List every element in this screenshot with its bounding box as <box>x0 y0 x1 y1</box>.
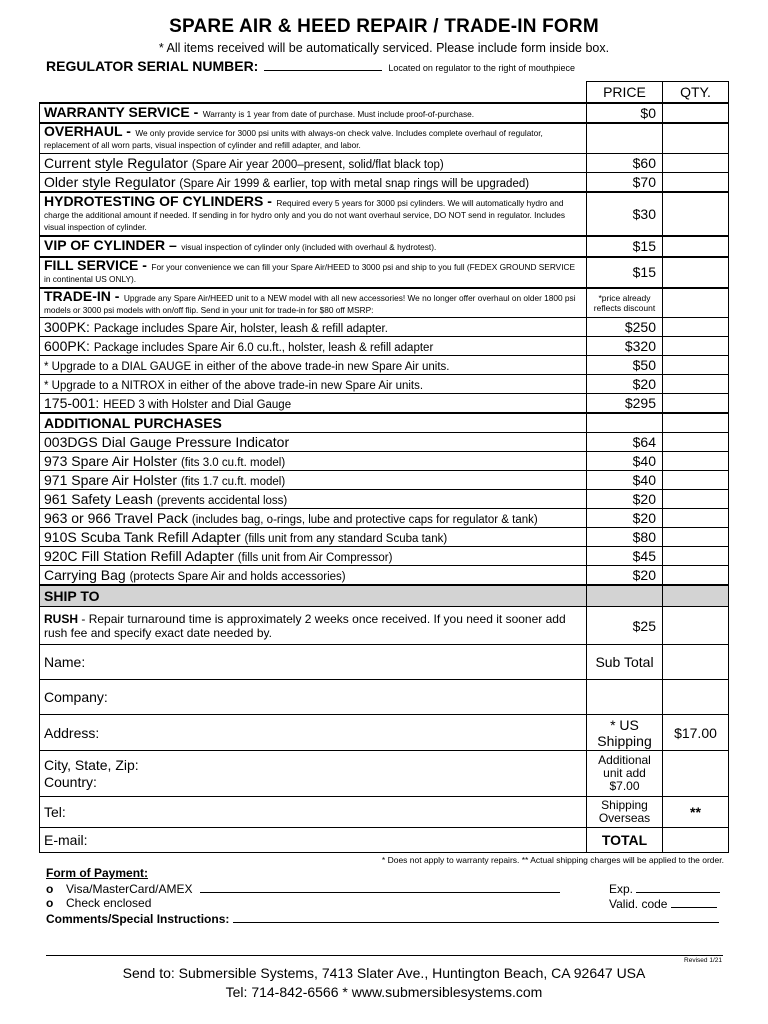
additional-item-row <box>40 490 729 509</box>
send-to-block <box>0 964 768 1002</box>
tradein-item-row <box>40 375 729 394</box>
additional-item-detail: (fits 3.0 cu.ft. model) <box>180 457 286 469</box>
card-number-field[interactable] <box>200 881 560 893</box>
divider <box>46 955 723 956</box>
form-title: SPARE AIR & HEED REPAIR / TRADE-IN FORM <box>169 16 599 37</box>
total-label: TOTAL <box>587 828 663 853</box>
tradein-item-detail: * Upgrade to a NITROX in either of the above trade-in new Spare Air units. <box>44 380 424 392</box>
tradein-item-price: $50 <box>587 356 663 375</box>
tradein-item-qty[interactable] <box>663 318 729 337</box>
additional-item-price: $20 <box>587 490 663 509</box>
bullet-icon: o <box>46 882 54 896</box>
tradein-row <box>40 288 729 318</box>
card-option[interactable]: Visa/MasterCard/AMEX <box>66 882 193 896</box>
additional-item-qty[interactable] <box>663 547 729 566</box>
tradein-desc: Upgrade any Spare Air/HEED unit to a NEW model with all new accessories! We no longer offer overhaul on older 1800 psi models or 3000 psi models with on/off flip. Send in your unit for trade-in for $80 off MSRP: <box>44 292 576 315</box>
additional-item-price: $40 <box>587 452 663 471</box>
address-field[interactable]: Address: <box>40 715 587 751</box>
tradein-item-price: $295 <box>587 394 663 413</box>
address-row <box>40 715 729 751</box>
fill-title: FILL SERVICE - <box>44 257 147 273</box>
tradein-item-price: $320 <box>587 337 663 356</box>
overhaul-item-detail: (Spare Air 1999 & earlier, top with metal snap rings will be upgraded) <box>179 177 530 190</box>
fill-row <box>40 257 729 288</box>
tradein-item-detail: Package includes Spare Air 6.0 cu.ft., holster, leash & refill adapter <box>93 342 434 354</box>
additional-item-row <box>40 528 729 547</box>
additional-item-row <box>40 471 729 490</box>
country-field[interactable]: Country: <box>44 773 97 790</box>
tradein-item-price: $20 <box>587 375 663 394</box>
valid-code-label: Valid. code <box>609 897 668 911</box>
shipto-header-row <box>40 585 729 607</box>
fill-desc: For your convenience we can fill your Spare Air/HEED to 3000 psi and ship to you full (FEDEX GROUND SERVICE in continental US ONLY). <box>44 262 576 284</box>
tradein-item-row <box>40 356 729 375</box>
additional-item-detail: (fits 1.7 cu.ft. model) <box>180 476 286 488</box>
additional-item-name: 963 or 966 Travel Pack <box>44 510 188 526</box>
additional-item-qty[interactable] <box>663 433 729 452</box>
overhaul-item-price: $60 <box>587 154 663 173</box>
overhaul-item-price: $70 <box>587 173 663 192</box>
additional-item-name: 971 Spare Air Holster <box>44 472 178 488</box>
additional-header-row <box>40 413 729 433</box>
hydro-desc: Required every 5 years for 3000 psi cylinders. We will automatically hydro and charge the additional amount if needed. If sending in for hydro only and you do not want overhaul service, DO NOT send in regulator. Includes visual inspection of cylinder. <box>44 197 566 232</box>
name-row <box>40 645 729 680</box>
tradein-item-qty[interactable] <box>663 356 729 375</box>
additional-item-detail: (includes bag, o-rings, lube and protective caps for regulator & tank) <box>191 514 538 526</box>
name-field[interactable]: Name: <box>40 645 587 680</box>
overseas-value: ** <box>663 797 729 828</box>
tradein-item-qty[interactable] <box>663 375 729 394</box>
valid-code-field[interactable] <box>671 896 717 908</box>
overhaul-item-name: Older style Regulator <box>44 173 176 190</box>
additional-item-name: 003DGS Dial Gauge Pressure Indicator <box>44 434 290 450</box>
additional-item-detail: (fills unit from Air Compressor) <box>237 552 393 564</box>
additional-item-price: $40 <box>587 471 663 490</box>
hydro-qty[interactable] <box>663 192 729 236</box>
subtotal-label: Sub Total <box>587 645 663 680</box>
tradein-item-price: $250 <box>587 318 663 337</box>
tradein-item-name: 175-001: <box>44 394 100 411</box>
exp-field[interactable] <box>636 881 720 893</box>
overhaul-desc: We only provide service for 3000 psi units with always-on check valve. Includes complete overhaul of regulator, replacement of all worn parts, visual inspection of cylinder and refill adapter, and labor. <box>44 128 543 151</box>
tradein-item-qty[interactable] <box>663 394 729 413</box>
tradein-item-row <box>40 318 729 337</box>
additional-item-price: $64 <box>587 433 663 452</box>
form-subtitle: * All items received will be automatically serviced. Please include form inside box. <box>158 41 610 55</box>
warranty-desc: Warranty is 1 year from date of purchase. Must include proof-of-purchase. <box>202 108 475 119</box>
tradein-item-detail: * Upgrade to a DIAL GAUGE in either of the above trade-in new Spare Air units. <box>44 361 450 373</box>
comments-field[interactable] <box>233 911 719 923</box>
additional-item-qty[interactable] <box>663 528 729 547</box>
city-field[interactable]: City, State, Zip: <box>44 756 139 773</box>
overhaul-item-row <box>40 154 729 173</box>
send-to-contact: Tel: 714-842-6566 * www.submersiblesystems.com <box>225 984 543 1000</box>
additional-title: ADDITIONAL PURCHASES <box>40 413 587 433</box>
overhaul-item-qty[interactable] <box>663 173 729 192</box>
rush-desc: - Repair turnaround time is approximately 2 weeks once received. If you need it sooner add rush fee and specify exact date needed by. <box>44 611 566 640</box>
subtotal-value[interactable] <box>663 645 729 680</box>
additional-item-qty[interactable] <box>663 566 729 585</box>
revised-note: Revised 1/21 <box>684 957 722 964</box>
city-row <box>40 751 729 797</box>
additional-item-name: 910S Scuba Tank Refill Adapter <box>44 529 241 545</box>
additional-item-row <box>40 509 729 528</box>
check-option[interactable]: Check enclosed <box>66 896 152 910</box>
additional-item-qty[interactable] <box>663 452 729 471</box>
warranty-title: WARRANTY SERVICE - <box>44 103 199 120</box>
footnote: * Does not apply to warranty repairs. ** Actual shipping charges will be applied to the order. <box>381 855 724 865</box>
additional-item-detail: (fills unit from any standard Scuba tank) <box>244 533 448 545</box>
additional-item-name: 920C Fill Station Refill Adapter <box>44 548 234 564</box>
additional-item-detail: (protects Spare Air and holds accessories) <box>129 570 346 583</box>
additional-item-row <box>40 547 729 566</box>
additional-item-name: 961 Safety Leash <box>44 491 153 507</box>
rush-row <box>40 607 729 645</box>
tradein-item-qty[interactable] <box>663 337 729 356</box>
additional-item-qty[interactable] <box>663 471 729 490</box>
serial-number-row <box>46 58 575 74</box>
overseas-label: Shipping Overseas <box>587 797 663 828</box>
additional-item-row <box>40 452 729 471</box>
vip-desc: visual inspection of cylinder only (included with overhaul & hydrotest). <box>181 242 437 252</box>
overhaul-item-qty[interactable] <box>663 154 729 173</box>
order-table <box>39 81 729 853</box>
overhaul-item-row <box>40 173 729 192</box>
fill-qty[interactable] <box>663 257 729 288</box>
warranty-price: $0 <box>587 103 663 123</box>
tradein-item-name: 300PK: <box>44 319 90 335</box>
tel-field[interactable]: Tel: <box>40 797 587 828</box>
us-shipping-label: * US Shipping <box>587 715 663 751</box>
tradein-price-note: *price already reflects discount <box>587 288 663 318</box>
additional-item-qty[interactable] <box>663 509 729 528</box>
hydro-row <box>40 192 729 236</box>
exp-label: Exp. <box>609 882 634 896</box>
payment-title: Form of Payment: <box>46 866 149 880</box>
tradein-item-row <box>40 394 729 413</box>
vip-row <box>40 236 729 257</box>
additional-unit-label: Additional unit add $7.00 <box>587 751 663 797</box>
additional-item-price: $20 <box>587 509 663 528</box>
price-column-header: PRICE <box>587 82 663 103</box>
tradein-item-row <box>40 337 729 356</box>
overhaul-item-detail: (Spare Air year 2000–present, solid/flat black top) <box>191 159 444 171</box>
serial-number-note: Located on regulator to the right of mouthpiece <box>388 63 575 73</box>
company-row <box>40 680 729 715</box>
bullet-icon: o <box>46 896 54 910</box>
tradein-title: TRADE-IN - <box>44 287 120 304</box>
serial-number-field[interactable] <box>264 58 382 71</box>
hydro-price: $30 <box>587 192 663 236</box>
total-value[interactable] <box>663 828 729 853</box>
company-field[interactable]: Company: <box>40 680 587 715</box>
additional-item-name: Carrying Bag <box>44 566 126 583</box>
additional-item-price: $80 <box>587 528 663 547</box>
send-to-address: Send to: Submersible Systems, 7413 Slater Ave., Huntington Beach, CA 92647 USA <box>122 965 646 981</box>
qty-column-header: QTY. <box>663 82 729 103</box>
overhaul-title: OVERHAUL - <box>44 123 131 140</box>
overhaul-item-name: Current style Regulator <box>44 155 188 171</box>
tradein-item-detail: HEED 3 with Holster and Dial Gauge <box>103 398 292 411</box>
warranty-qty[interactable] <box>663 103 729 123</box>
rush-title: RUSH <box>44 611 79 626</box>
warranty-row <box>40 103 729 123</box>
additional-item-name: 973 Spare Air Holster <box>44 453 178 469</box>
additional-item-qty[interactable] <box>663 490 729 509</box>
email-field[interactable]: E-mail: <box>40 828 587 853</box>
vip-qty[interactable] <box>663 236 729 257</box>
additional-item-price: $20 <box>587 566 663 585</box>
rush-qty[interactable] <box>663 607 729 645</box>
additional-item-price: $45 <box>587 547 663 566</box>
fill-price: $15 <box>587 257 663 288</box>
hydro-title: HYDROTESTING OF CYLINDERS - <box>44 192 272 209</box>
serial-number-label: REGULATOR SERIAL NUMBER: <box>46 58 259 74</box>
email-row <box>40 828 729 853</box>
tel-row <box>40 797 729 828</box>
tradein-item-name: 600PK: <box>44 338 90 354</box>
vip-title: VIP OF CYLINDER – <box>44 237 177 253</box>
rush-price: $25 <box>587 607 663 645</box>
overhaul-row <box>40 123 729 154</box>
shipto-title: SHIP TO <box>40 585 587 607</box>
us-shipping-value: $17.00 <box>663 715 729 751</box>
comments-label: Comments/Special Instructions: <box>46 912 230 926</box>
additional-item-detail: (prevents accidental loss) <box>156 495 288 507</box>
vip-price: $15 <box>587 236 663 257</box>
tradein-item-detail: Package includes Spare Air, holster, leash & refill adapter. <box>93 323 388 335</box>
additional-item-row <box>40 433 729 452</box>
additional-item-row <box>40 566 729 585</box>
